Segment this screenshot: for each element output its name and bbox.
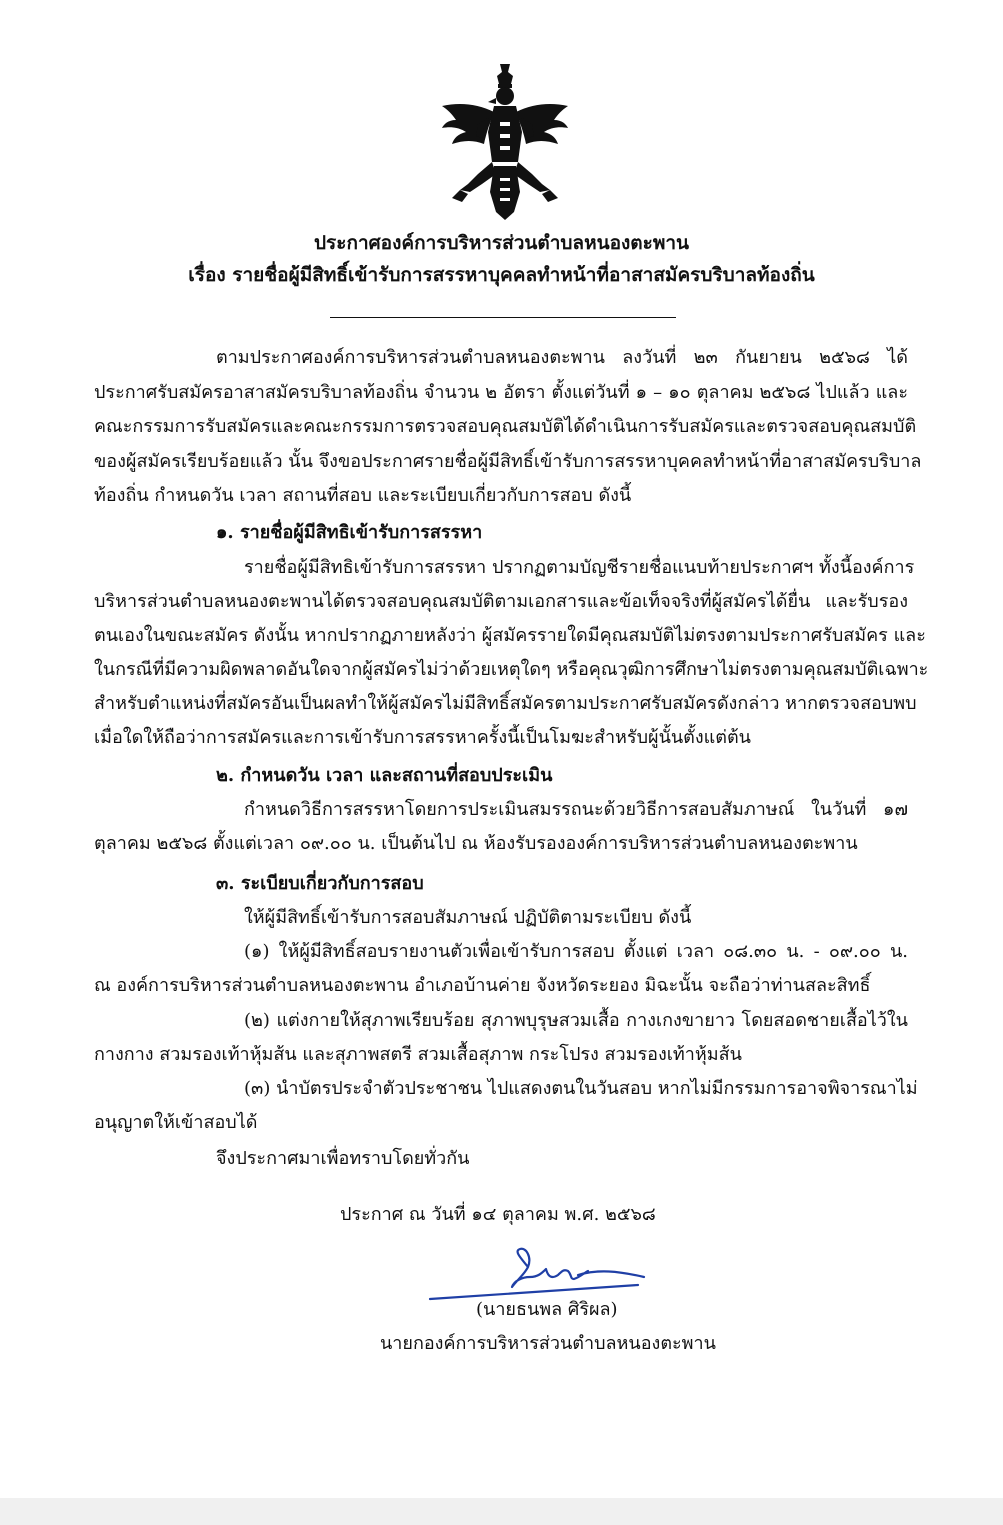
section-3-line: (๓) นำบัตรประจำตัวประชาชน ไปแสดงตนในวันสอบ หากไม่มีกรรมการอาจพิจารณาไม่ xyxy=(244,1078,918,1099)
page-bottom-margin xyxy=(0,1498,1003,1525)
section-1-heading: ๑. รายชื่อผู้มีสิทธิเข้ารับการสรรหา xyxy=(216,522,483,543)
section-2-line: ตุลาคม ๒๕๖๘ ตั้งแต่เวลา ๐๙.๐๐ น. เป็นต้นไป ณ ห้องรับรององค์การบริหารส่วนตำบลหนองตะพาน xyxy=(94,833,858,854)
intro-line: ท้องถิ่น กำหนดวัน เวลา สถานที่สอบ และระเบียบเกี่ยวกับการสอบ ดังนี้ xyxy=(94,485,632,506)
intro-line: ประกาศรับสมัครอาสาสมัครบริบาลท้องถิ่น จำนวน ๒ อัตรา ตั้งแต่วันที่ ๑ – ๑๐ ตุลาคม ๒๕๖๘ ไปแล้ว และ xyxy=(94,382,908,403)
section-1-line: ในกรณีที่มีความผิดพลาดอันใดจากผู้สมัครไม่ว่าด้วยเหตุใดๆ หรือคุณวุฒิการศึกษาไม่ตรงตามคุณสมบัติเฉพาะ xyxy=(94,659,929,680)
section-3-line: อนุญาตให้เข้าสอบได้ xyxy=(94,1112,258,1133)
section-1-line: เมื่อใดให้ถือว่าการสมัครและการเข้ารับการสรรหาครั้งนี้เป็นโมฆะสำหรับผู้นั้นตั้งแต่ต้น xyxy=(94,727,751,748)
signature-image xyxy=(428,1247,650,1305)
title-divider xyxy=(330,317,676,318)
section-3-heading: ๓. ระเบียบเกี่ยวกับการสอบ xyxy=(216,873,424,894)
section-1-line: สำหรับตำแหน่งที่สมัครอันเป็นผลทำให้ผู้สมัครไม่มีสิทธิ์สมัครตามประกาศรับสมัครดังกล่าว หากตรวจสอบพบ xyxy=(94,693,917,714)
section-3-line: กางกาง สวมรองเท้าหุ้มส้น และสุภาพสตรี สวมเสื้อสุภาพ กระโปรง สวมรองเท้าหุ้มส้น xyxy=(94,1044,742,1065)
intro-line: ของผู้สมัครเรียบร้อยแล้ว นั้น จึงขอประกาศรายชื่อผู้มีสิทธิ์เข้ารับการสรรหาบุคคลทำหน้าที่อาสาสมัครบริบาล xyxy=(94,451,922,472)
announcement-subject: เรื่อง รายชื่อผู้มีสิทธิ์เข้ารับการสรรหาบุคคลทำหน้าที่อาสาสมัครบริบาลท้องถิ่น xyxy=(188,264,815,286)
intro-line: คณะกรรมการรับสมัครและคณะกรรมการตรวจสอบคุณสมบัติได้ดำเนินการรับสมัครและตรวจสอบคุณสมบัติ xyxy=(94,416,917,437)
garuda-emblem-icon xyxy=(438,62,572,222)
section-3-line: ณ องค์การบริหารส่วนตำบลหนองตะพาน อำเภอบ้านค่าย จังหวัดระยอง มิฉะนั้น จะถือว่าท่านสละสิทธิ์ xyxy=(94,975,871,996)
signatory-position: นายกองค์การบริหารส่วนตำบลหนองตะพาน xyxy=(380,1333,716,1354)
section-1-line: บริหารส่วนตำบลหนองตะพานได้ตรวจสอบคุณสมบัติตามเอกสารและข้อเท็จจริงที่ผู้สมัครได้ยื่น และรับรอง xyxy=(94,591,908,612)
section-3-line: ให้ผู้มีสิทธิ์เข้ารับการสอบสัมภาษณ์ ปฏิบัติตามระเบียบ ดังนี้ xyxy=(244,907,692,928)
announcement-title: ประกาศองค์การบริหารส่วนตำบลหนองตะพาน xyxy=(313,232,690,254)
section-3-line: (๒) แต่งกายให้สุภาพเรียบร้อย สุภาพบุรุษสวมเสื้อ กางเกงขายาว โดยสอดชายเสื้อไว้ใน xyxy=(244,1010,908,1031)
announcement-date: ประกาศ ณ วันที่ ๑๔ ตุลาคม พ.ศ. ๒๕๖๘ xyxy=(340,1204,656,1225)
section-1-line: รายชื่อผู้มีสิทธิเข้ารับการสรรหา ปรากฏตามบัญชีรายชื่อแนบท้ายประกาศฯ ทั้งนี้องค์การ xyxy=(244,557,915,578)
closing-statement: จึงประกาศมาเพื่อทราบโดยทั่วกัน xyxy=(216,1148,470,1169)
section-2-line: กำหนดวิธีการสรรหาโดยการประเมินสมรรถนะด้วยวิธีการสอบสัมภาษณ์ ในวันที่ ๑๗ xyxy=(244,799,908,820)
intro-line: ตามประกาศองค์การบริหารส่วนตำบลหนองตะพาน ลงวันที่ ๒๓ กันยายน ๒๕๖๘ ได้ xyxy=(216,347,908,368)
signatory-name: (นายธนพล ศิริผล) xyxy=(476,1299,618,1320)
section-2-heading: ๒. กำหนดวัน เวลา และสถานที่สอบประเมิน xyxy=(216,765,553,786)
section-3-line: (๑) ให้ผู้มีสิทธิ์สอบรายงานตัวเพื่อเข้ารับการสอบ ตั้งแต่ เวลา ๐๘.๓๐ น. - ๐๙.๐๐ น. xyxy=(244,941,908,962)
section-1-line: ตนเองในขณะสมัคร ดังนั้น หากปรากฏภายหลังว่า ผู้สมัครรายใดมีคุณสมบัติไม่ตรงตามประกาศรับสมัคร และ xyxy=(94,625,926,646)
